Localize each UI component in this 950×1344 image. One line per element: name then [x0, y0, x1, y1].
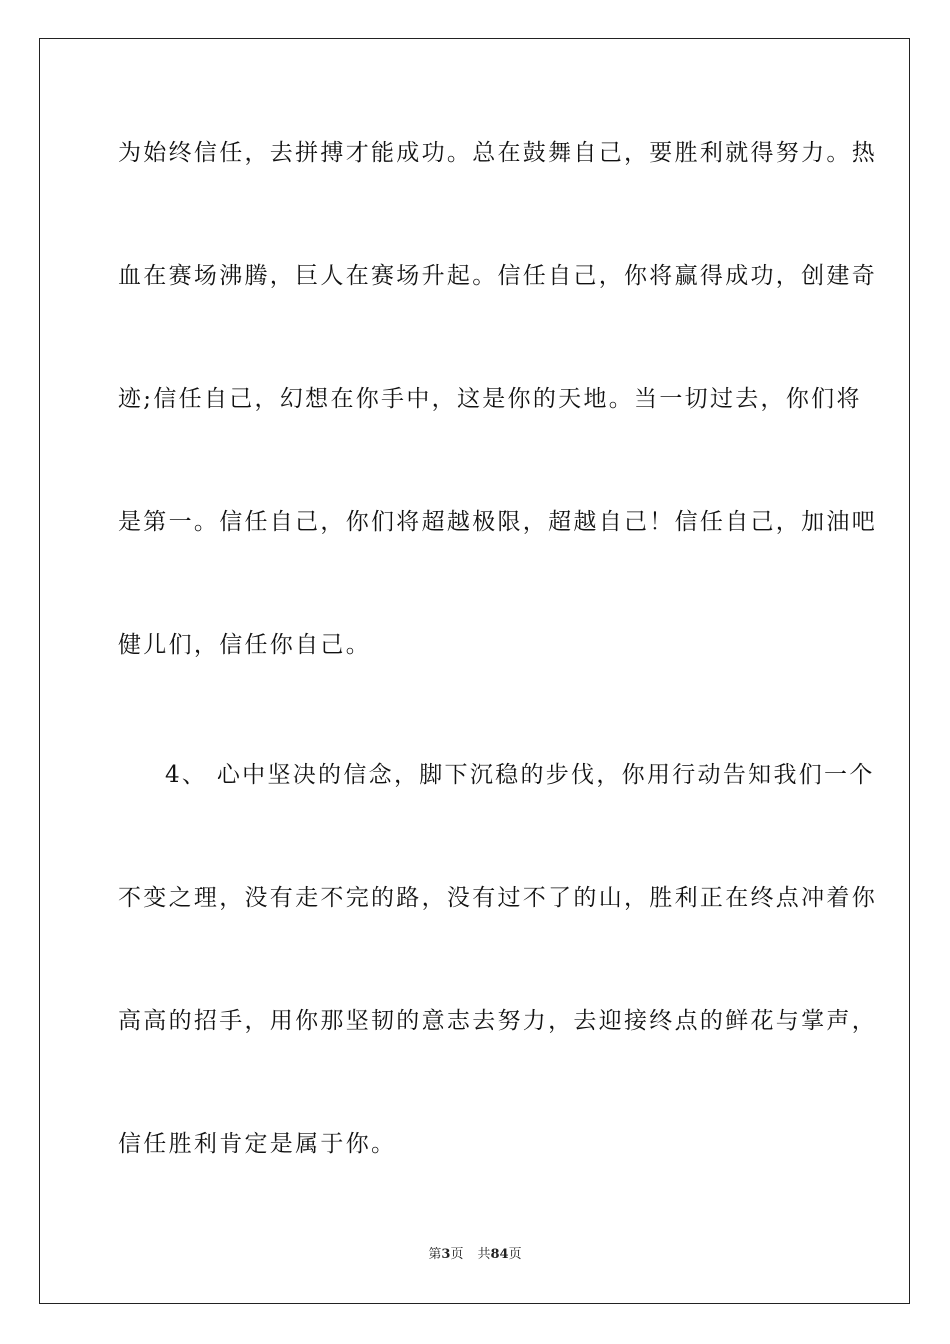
paragraph-line: 是第一。信任自己，你们将超越极限，超越自己！信任自己，加油吧 — [118, 509, 877, 535]
paragraph-line: 不变之理，没有走不完的路，没有过不了的山，胜利正在终点冲着你 — [118, 885, 877, 911]
paragraph-line: 信任胜利肯定是属于你。 — [118, 1131, 397, 1157]
page-number: 3 — [441, 1247, 451, 1262]
paragraph-line: 4、 心中坚决的信念，脚下沉稳的步伐，你用行动告知我们一个 — [165, 762, 875, 788]
page-prefix: 第 — [428, 1247, 442, 1262]
page-footer — [0, 1246, 950, 1264]
paragraph-line: 健儿们，信任你自己。 — [118, 632, 371, 658]
page-suffix: 页 — [450, 1247, 464, 1262]
page-border — [39, 38, 910, 1304]
paragraph-line: 迹;信任自己，幻想在你手中，这是你的天地。当一切过去，你们将 — [118, 386, 862, 412]
paragraph-line: 血在赛场沸腾，巨人在赛场升起。信任自己，你将赢得成功，创建奇 — [118, 263, 877, 289]
total-prefix: 共 — [477, 1247, 491, 1262]
paragraph-line: 为始终信任，去拼搏才能成功。总在鼓舞自己，要胜利就得努力。热 — [118, 140, 877, 166]
total-suffix: 页 — [508, 1247, 522, 1262]
paragraph-line: 高高的招手，用你那坚韧的意志去努力，去迎接终点的鲜花与掌声， — [118, 1008, 877, 1034]
total-pages: 84 — [490, 1247, 509, 1262]
